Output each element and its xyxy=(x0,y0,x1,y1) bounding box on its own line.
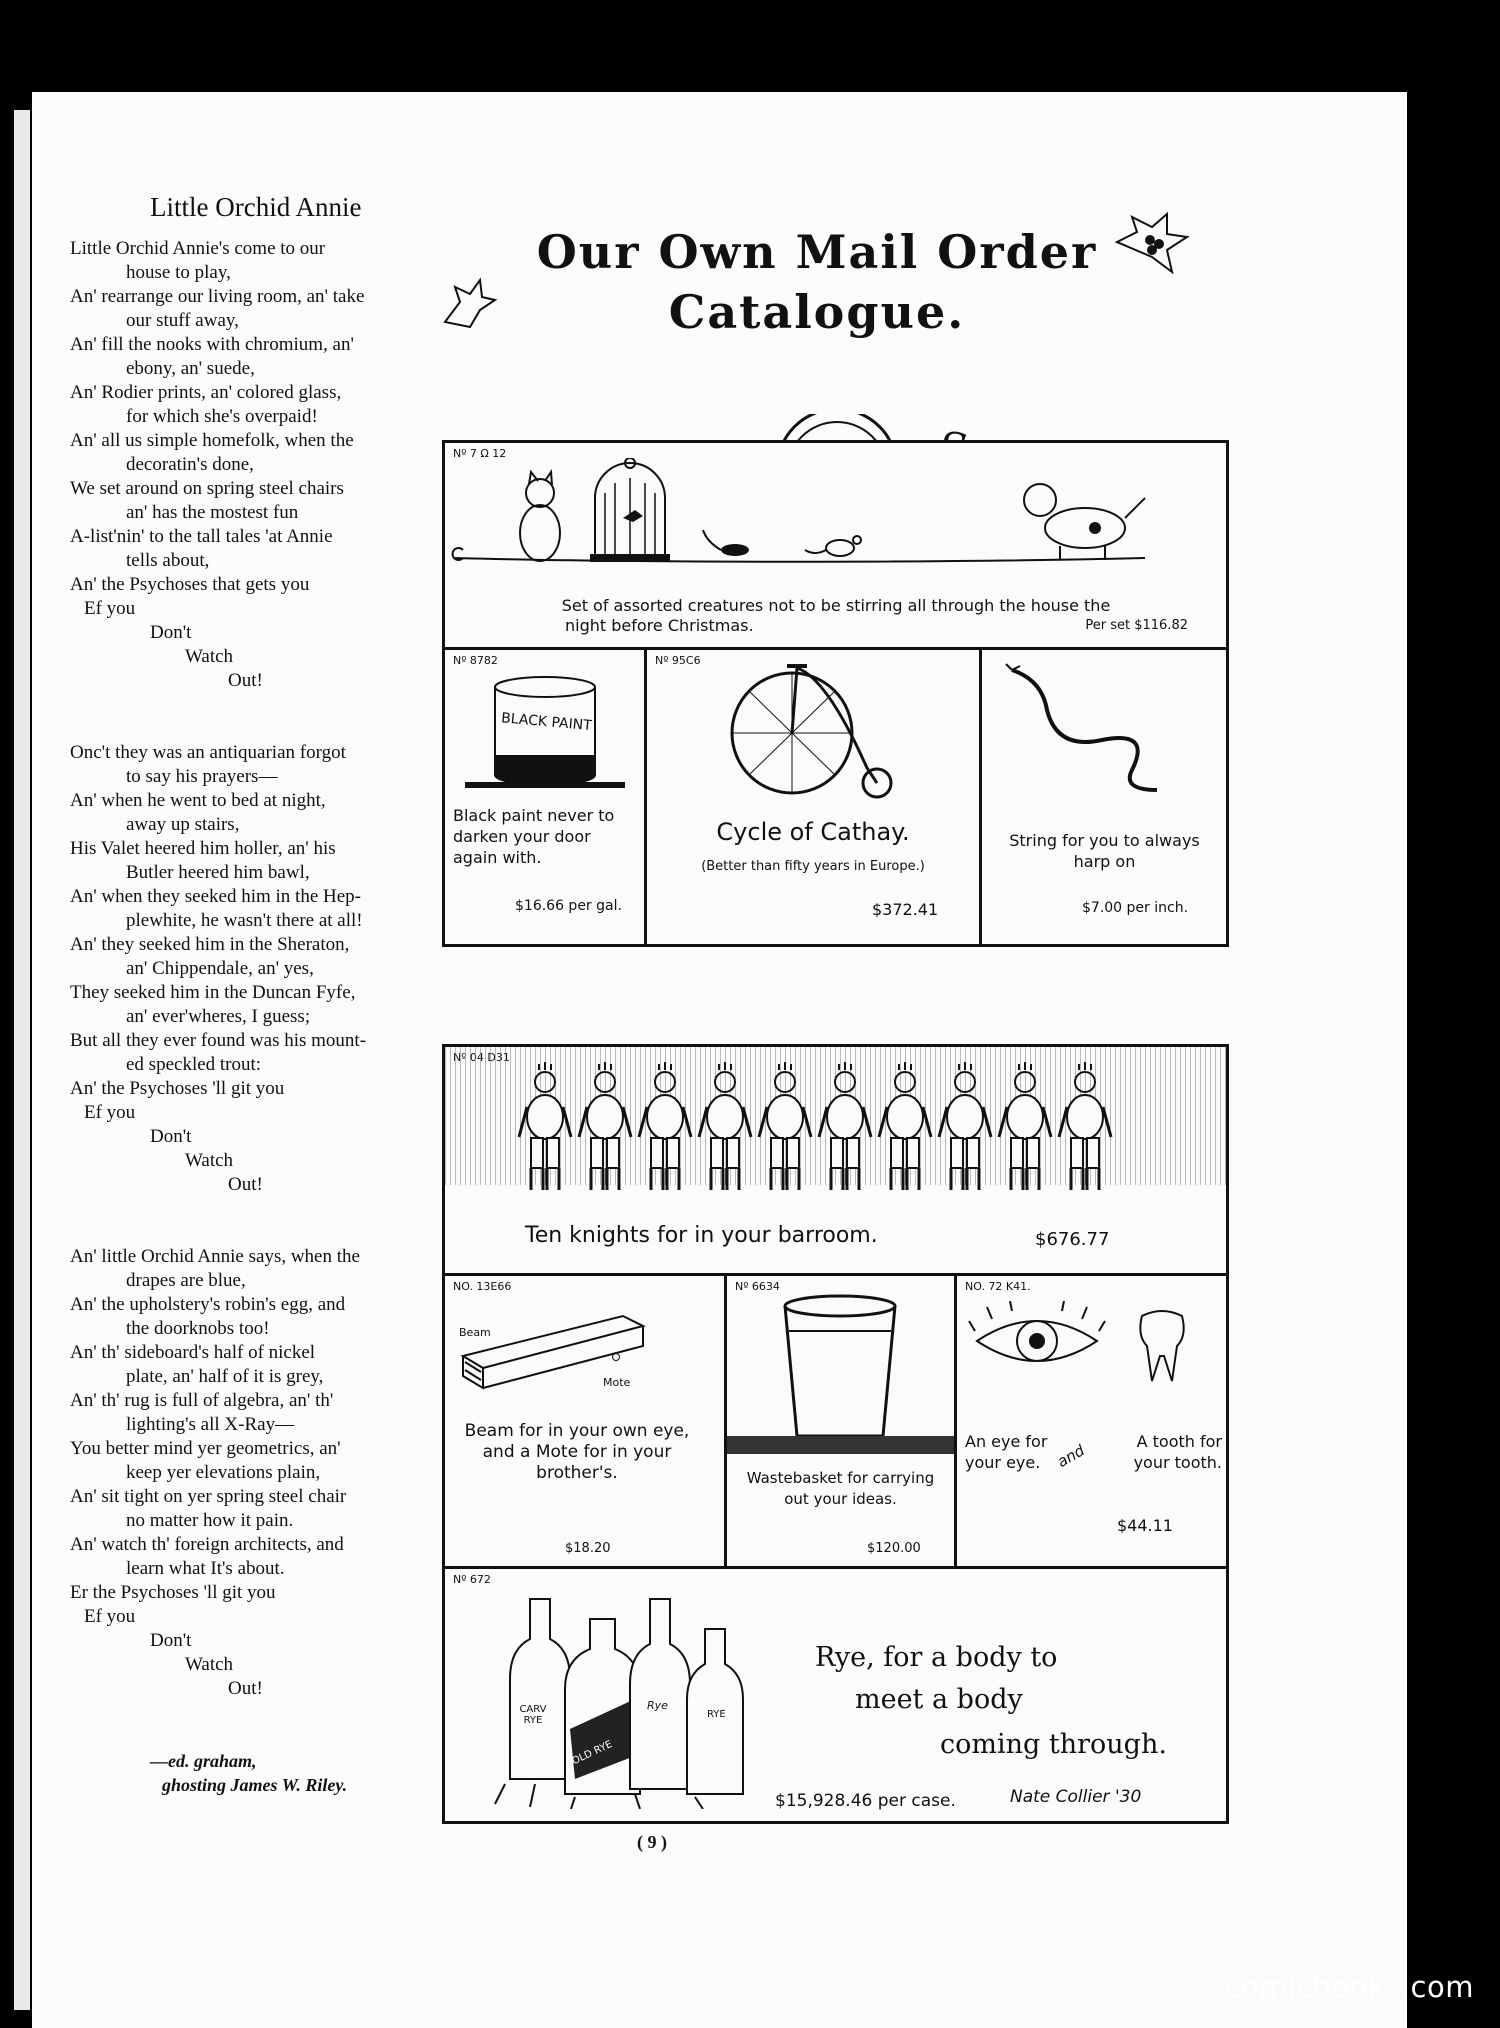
poem-line: Ef you xyxy=(84,1606,136,1627)
item-rye xyxy=(442,1566,1229,1824)
eye-caption: An eye for your eye. xyxy=(965,1432,1048,1472)
poem-credit-ghosting: ghosting James W. Riley. xyxy=(162,1775,348,1795)
poem-line: An' fill the nooks with chromium, an' xyxy=(70,334,354,355)
mote-dot-icon xyxy=(612,1353,620,1361)
cycle-subcaption: (Better than fifty years in Europe.) xyxy=(701,859,925,874)
poem-line: An' the upholstery's robin's egg, and xyxy=(70,1294,346,1315)
catalogue-title-line2: Catalogue. xyxy=(668,285,966,339)
poem-line: His Valet heered him holler, an' his xyxy=(70,838,336,859)
item-number: Nº 8782 xyxy=(453,654,498,667)
tooth-caption: A tooth for your tooth. xyxy=(1133,1432,1222,1472)
poem-line: An' th' rug is full of algebra, an' th' xyxy=(70,1390,334,1411)
paint-caption: Black paint never to darken your door again with. xyxy=(453,806,615,867)
poem-line: You better mind yer geometrics, an' xyxy=(70,1438,341,1459)
cat-icon xyxy=(520,472,560,561)
rye-caption-3: coming through. xyxy=(940,1729,1167,1760)
poem-line: decoratin's done, xyxy=(126,454,254,475)
bottle-label-1: CARV RYE xyxy=(519,1704,547,1726)
poem-line: Watch xyxy=(185,646,234,667)
item-string xyxy=(979,647,1229,947)
knights-price: $676.77 xyxy=(1035,1229,1110,1250)
poem-line: An' when he went to bed at night, xyxy=(70,790,326,811)
bottle-label-2: OLD RYE xyxy=(570,1738,615,1768)
item-number: NO. 13E66 xyxy=(453,1280,512,1293)
poem-line: our stuff away, xyxy=(126,310,239,331)
poem-line: An' watch th' foreign architects, and xyxy=(70,1534,344,1555)
holly-icon xyxy=(440,272,500,332)
cycle-caption: Cycle of Cathay. xyxy=(716,818,910,846)
knights-caption: Ten knights for in your barroom. xyxy=(525,1223,878,1248)
poem-line: But all they ever found was his mount- xyxy=(70,1030,367,1051)
eye-tooth-price: $44.11 xyxy=(1117,1516,1173,1535)
poem-line: an' has the mostest fun xyxy=(126,502,299,523)
dog-icon xyxy=(1024,484,1145,560)
poem-line: no matter how it pain. xyxy=(126,1510,294,1531)
poem-line: An' they seeked him in the Sheraton, xyxy=(70,934,350,955)
item-number: Nº 7 Ω 12 xyxy=(453,447,507,460)
beam-price: $18.20 xyxy=(565,1541,611,1556)
creatures-price: Per set $116.82 xyxy=(1085,618,1188,633)
poem-line: learn what It's about. xyxy=(126,1558,285,1579)
poem-line: An' Rodier prints, an' colored glass, xyxy=(70,382,342,403)
poem-line: plewhite, he wasn't there at all! xyxy=(126,910,363,931)
and-connector: and xyxy=(1054,1441,1088,1471)
facing-page-strip xyxy=(14,110,30,2010)
poem-line: Watch xyxy=(185,1654,234,1675)
string-icon xyxy=(1002,660,1202,810)
poem-line: Ef you xyxy=(84,1102,136,1123)
poem-line: Don't xyxy=(150,622,192,643)
poem-stanza xyxy=(70,741,460,1197)
poem-stanza xyxy=(70,237,460,693)
beam-label: Beam xyxy=(459,1326,491,1339)
item-number: NO. 72 K41. xyxy=(965,1280,1031,1293)
wastebasket-caption: Wastebasket for carrying out your ideas. xyxy=(746,1469,935,1508)
rye-caption-2: meet a body xyxy=(855,1684,1023,1715)
birdcage-icon xyxy=(590,458,670,562)
poem-line: Watch xyxy=(185,1150,234,1171)
item-knights xyxy=(442,1044,1229,1276)
poem-line: tells about, xyxy=(126,550,210,571)
rye-price: $15,928.46 per case. xyxy=(775,1791,956,1811)
poem-stanza xyxy=(70,1245,460,1701)
poem-line: Butler heered him bawl, xyxy=(126,862,310,883)
poem-line: An' the Psychoses that gets you xyxy=(70,574,310,595)
bottle-label-4: RYE xyxy=(707,1709,726,1720)
paint-can-label: BLACK PAINT xyxy=(500,710,593,735)
poem-line: Out! xyxy=(228,1678,263,1699)
item-creatures xyxy=(442,440,1229,650)
wastebasket-price: $120.00 xyxy=(867,1541,921,1556)
watermark: comicbooks.com xyxy=(1224,1970,1474,2004)
rye-caption-1: Rye, for a body to xyxy=(815,1642,1058,1673)
poem-line: for which she's overpaid! xyxy=(126,406,318,427)
page-number: ( 9 ) xyxy=(637,1832,667,1852)
bottle-label-3: Rye xyxy=(647,1699,668,1712)
cycle-price: $372.41 xyxy=(872,900,939,919)
creatures-illustration xyxy=(445,458,1226,578)
knights-illustration xyxy=(445,1047,1226,1212)
string-caption: String for you to always harp on xyxy=(1009,831,1200,871)
poem-line: lighting's all X-Ray— xyxy=(126,1414,295,1435)
item-number: Nº 672 xyxy=(453,1573,491,1586)
poem-line: ed speckled trout: xyxy=(126,1054,262,1075)
magazine-page xyxy=(32,92,1407,2028)
catalogue-title xyxy=(472,222,1162,342)
mouse-icons xyxy=(703,530,861,556)
poem-line: Don't xyxy=(150,1126,192,1147)
poem-line: An' th' sideboard's half of nickel xyxy=(70,1342,316,1363)
penny-farthing-icon xyxy=(727,658,907,808)
poem-line: the doorknobs too! xyxy=(126,1318,270,1339)
mote-label: Mote xyxy=(603,1376,631,1389)
poem-line: An' little Orchid Annie says, when the xyxy=(70,1246,360,1267)
string-price: $7.00 per inch. xyxy=(1082,900,1189,916)
item-eye-tooth xyxy=(954,1273,1229,1569)
poem-line: Out! xyxy=(228,670,263,691)
poem-line: Er the Psychoses 'll git you xyxy=(70,1582,276,1603)
poem-line: Ef you xyxy=(84,598,136,619)
wastebasket-icon xyxy=(727,1286,954,1456)
poem-line: An' sit tight on yer spring steel chair xyxy=(70,1486,347,1507)
poem-line: Don't xyxy=(150,1630,192,1651)
item-wastebasket xyxy=(724,1273,957,1569)
poem-line: An' all us simple homefolk, when the xyxy=(70,430,354,451)
rye-bottles-illustration xyxy=(475,1579,775,1809)
poem-stanzas xyxy=(70,237,460,1701)
poem-line: an' ever'wheres, I guess; xyxy=(126,1006,311,1027)
creatures-caption: Set of assorted creatures not to be stirring all through the house the xyxy=(561,596,1111,615)
item-black-paint xyxy=(442,647,647,947)
item-cycle xyxy=(644,647,982,947)
poem-credit: —ed. graham, xyxy=(150,1751,257,1771)
poem-line: An' when they seeked him in the Hep- xyxy=(70,886,361,907)
poem-line: A-list'nin' to the tall tales 'at Annie xyxy=(70,526,333,547)
holly-berries-icon xyxy=(1112,212,1192,282)
poem-line: ebony, an' suede, xyxy=(126,358,255,379)
poem-line: Out! xyxy=(228,1174,263,1195)
eye-icon xyxy=(967,1301,1107,1401)
item-beam xyxy=(442,1273,727,1569)
poem-line: keep yer elevations plain, xyxy=(126,1462,321,1483)
paint-price: $16.66 per gal. xyxy=(515,898,622,914)
item-number: Nº 6634 xyxy=(735,1280,780,1293)
poem-line: They seeked him in the Duncan Fyfe, xyxy=(70,982,356,1003)
poem-line: house to play, xyxy=(126,262,231,283)
catalogue-title-line1: Our Own Mail Order xyxy=(536,225,1098,279)
poem-column xyxy=(70,192,460,1797)
poem-line: drapes are blue, xyxy=(126,1270,246,1291)
poem-line: an' Chippendale, an' yes, xyxy=(126,958,314,979)
artist-signature: Nate Collier '30 xyxy=(1010,1787,1142,1807)
poem-title: Little Orchid Annie xyxy=(150,192,362,222)
creatures-caption-2: night before Christmas. xyxy=(565,616,754,635)
poem-line: An' the Psychoses 'll git you xyxy=(70,1078,285,1099)
poem-line: plate, an' half of it is grey, xyxy=(126,1366,324,1387)
poem-line: We set around on spring steel chairs xyxy=(70,478,344,499)
poem-line: An' rearrange our living room, an' take xyxy=(70,286,365,307)
tooth-icon xyxy=(1132,1306,1192,1386)
beam-caption: Beam for in your own eye, and a Mote for in your brother's. xyxy=(464,1421,690,1483)
poem-line: Little Orchid Annie's come to our xyxy=(70,238,326,259)
poem-line: away up stairs, xyxy=(126,814,240,835)
item-number: Nº 95C6 xyxy=(655,654,701,667)
poem-line: to say his prayers— xyxy=(126,766,278,787)
poem-line: Onc't they was an antiquarian forgot xyxy=(70,742,346,763)
